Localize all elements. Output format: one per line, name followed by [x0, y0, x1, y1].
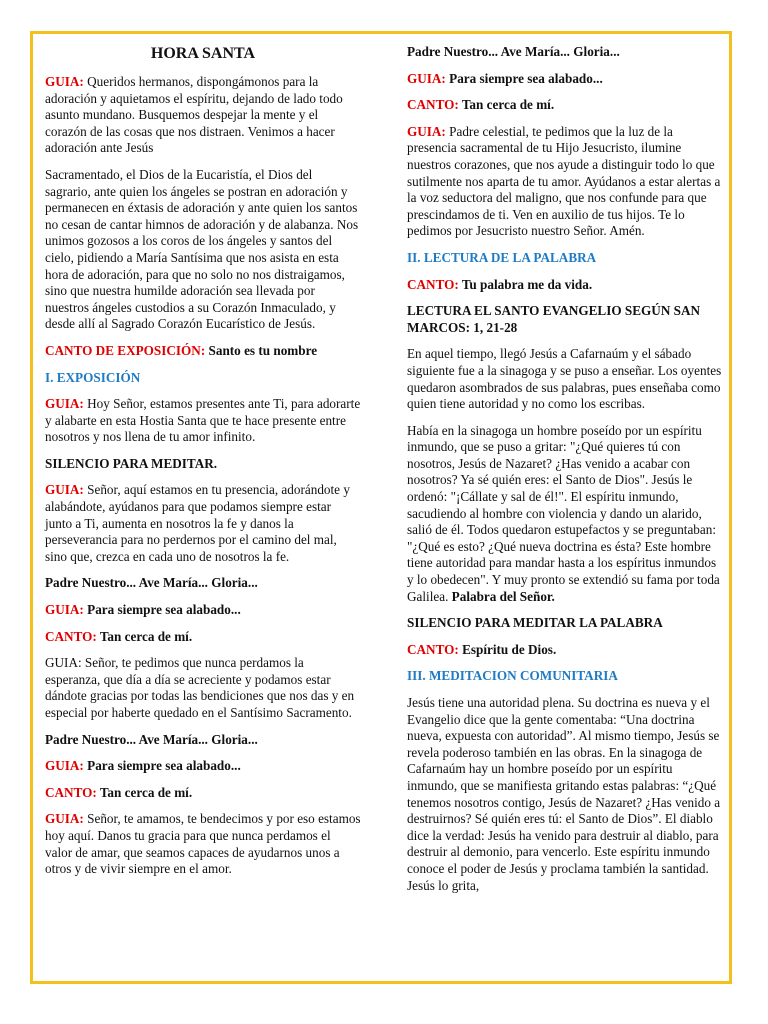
prayer-line: Padre Nuestro... Ave María... Gloria... — [45, 731, 258, 747]
paragraph-intro: GUIA: Queridos hermanos, dispongámonos para la adoración y aquietamos el espíritu, dejando de lado todo asunto mundano. Busquemos despejar la mente y el corazón de las cosas que nos distraen. Venimos a hacer adoración ante Jesús — [45, 74, 343, 156]
silencio-meditar: SILENCIO PARA MEDITAR. — [45, 455, 218, 471]
guia-alabado: GUIA: Para siempre sea alabado... — [45, 758, 241, 774]
paragraph-guia-padre-celestial: GUIA: Padre celestial, te pedimos que la luz de la presencia sacramental de tu Hijo Jesucristo, ilumine nuestros corazones, que nos ayude a distinguir todo lo que sutilmente nos aparta de tu amor. Ayúdanos a estar alertas a la voz seductora del maligno, que nos confunde para que prescindamos de ti. Ven en auxilio de tus hijos. Te lo pedimos por Jesucristo nuestro Señor. Amén. — [407, 123, 721, 239]
canto-line: CANTO: Tan cerca de mí. — [45, 628, 193, 644]
canto-line: CANTO: Espíritu de Dios. — [407, 641, 557, 657]
prayer-line: Padre Nuestro... Ave María... Gloria... — [45, 575, 258, 591]
canto-line: CANTO: Tan cerca de mí. — [45, 784, 193, 800]
canto-line: CANTO: Tu palabra me da vida. — [407, 276, 593, 292]
lectura-title: LECTURA EL SANTO EVANGELIO SEGÚN SAN MARCOS: 1, 21-28 — [407, 303, 701, 335]
paragraph-guia-amamos: GUIA: Señor, te amamos, te bendecimos y por eso estamos hoy aquí. Danos tu gracia para que nunca perdamos el valor de amar, que seamos capaces de ayudarnos unos a otros y de vivir siempre en el amor. — [45, 811, 361, 877]
paragraph-evangelio-1: En aquel tiempo, llegó Jesús a Cafarnaúm y el sábado siguiente fue a la sinagoga y se puso a enseñar. Los oyentes quedaron asombrados de sus palabras, pues enseñaba como quien tiene autoridad y no como los escribas. — [407, 346, 722, 412]
paragraph-sacramentado: Sacramentado, el Dios de la Eucaristía, el Dios del sagrario, ante quien los ángeles se postran en adoración y permanecen en éxtasis de adoración y ante quien los santos no cesan de cantar himnos de adoración y de alabanza. Nos unimos gozosos a los coros de los ángeles y santos del cielo, pidiendo a María Santísima que nos asista en esta hora de adoración, para que no solo no nos distraigamos, sino que nuestra humilde adoración sea llevada por nuestros ángeles custodios a su Corazón Inmaculado, y desde allí al Sagrado Corazón Eucarístico de Jesús. — [45, 166, 359, 332]
prayer-line: Padre Nuestro... Ave María... Gloria... — [407, 44, 620, 59]
right-column — [407, 44, 723, 904]
canto-line: CANTO: Tan cerca de mí. — [407, 97, 555, 113]
silencio-meditar-palabra: SILENCIO PARA MEDITAR LA PALABRA — [407, 615, 663, 631]
guia-alabado: GUIA: Para siempre sea alabado... — [407, 70, 603, 86]
paragraph-guia-aqui: GUIA: Señor, aquí estamos en tu presencia, adorándote y alabándote, ayúdanos para que podamos siempre estar junto a Ti, aumenta en nosotros la fe y danos la perseverancia para no perdernos por el camino del mal, sino que, crezca en cada uno de nosotros la fe. — [45, 482, 350, 564]
left-column — [45, 44, 361, 888]
paragraph-meditacion: Jesús tiene una autoridad plena. Su doctrina es nueva y el Evangelio dice que la gente comentaba: “Una doctrina nueva, expuesta con autoridad”. Al mismo tiempo, Jesús se revela poderoso también en las obras. En la sinagoga de Cafarnaúm hay un hombre poseído por un espíritu inmundo, que se manifiesta gritando estas palabras: “¿Qué tenemos nosotros contigo, Jesús de Nazaret? ¿Has venido a destruirnos? Sé quién eres tú: el Santo de Dios”. El diablo dice la verdad: Jesús ha venido para destruir al diablo, para destruir al demonio, para vencerlo. Este espíritu inmundo conoce el poder de Jesús y proclama también la santidad. Jesús lo grita, — [407, 695, 721, 893]
document-page — [30, 31, 732, 984]
section-heading-lectura: II. LECTURA DE LA PALABRA — [407, 249, 597, 265]
paragraph-guia-esperanza: GUIA: Señor, te pedimos que nunca perdamos la esperanza, que día a día se acreciente y podamos estar dándote gracias por todas las bendiciones que nos das y en especial por haberte quedado en el Santísimo Sacramento. — [45, 655, 355, 720]
canto-exposicion: CANTO DE EXPOSICIÓN: Santo es tu nombre — [45, 342, 318, 358]
section-heading-meditacion: III. MEDITACION COMUNITARIA — [407, 668, 618, 684]
section-heading-exposicion: I. EXPOSICIÓN — [45, 369, 141, 385]
guia-label: GUIA: — [45, 74, 84, 89]
paragraph-guia-hoy: GUIA: Hoy Señor, estamos presentes ante Ti, para adorarte y alabarte en esta Hostia Santa que te hace presente entre nosotros y nos llena de tu amor infinito. — [45, 396, 361, 445]
paragraph-evangelio-2: Había en la sinagoga un hombre poseído por un espíritu inmundo, que se puso a gritar: "¿Qué quieres tú con nosotros, Jesús de Nazaret? ¿Has venido a acabar con nosotros? Ya sé quién eres: el Santo de Dios". Jesús le ordenó: "¡Cállate y sal de él!". El espíritu inmundo, sacudiendo al hombre con violencia y dando un alarido, salió de él. Todos quedaron estupefactos y se preguntaban: "¿Qué es esto? ¿Qué nueva doctrina es ésta? Este hombre tiene autoridad para mandar hasta a los espíritus inmundos y lo obedecen". Y muy pronto se extendió su fama por toda Galilea. Palabra del Señor. — [407, 422, 720, 604]
page-title: HORA SANTA — [150, 45, 256, 62]
guia-alabado: GUIA: Para siempre sea alabado... — [45, 602, 241, 618]
